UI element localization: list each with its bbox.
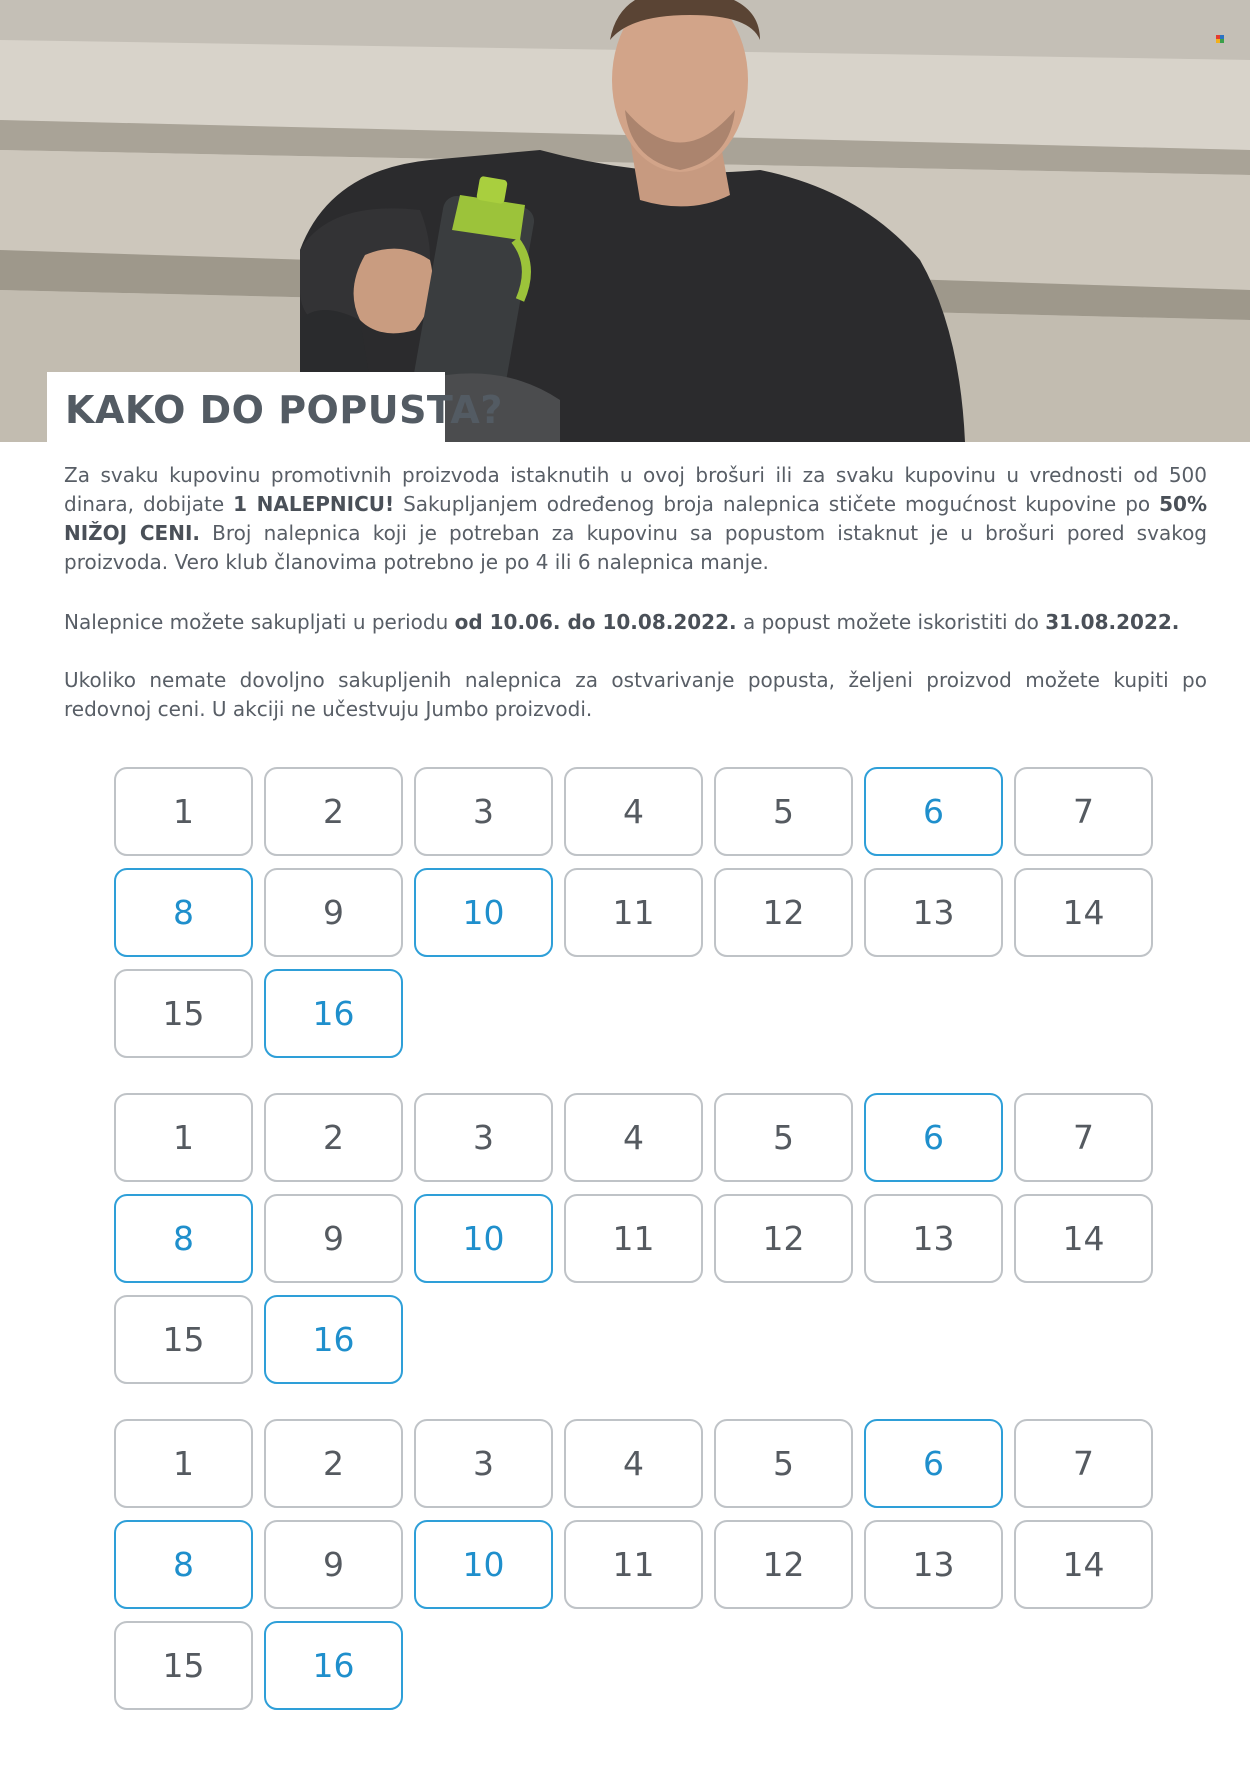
sticker-slot: 9 bbox=[264, 868, 403, 957]
sticker-slot: 2 bbox=[264, 767, 403, 856]
sticker-slot: 5 bbox=[714, 767, 853, 856]
sticker-slot: 11 bbox=[564, 868, 703, 957]
sticker-slot: 5 bbox=[714, 1093, 853, 1182]
sticker-slot: 4 bbox=[564, 767, 703, 856]
sticker-slot: 15 bbox=[114, 1621, 253, 1710]
collection-period: od 10.06. do 10.08.2022. bbox=[454, 610, 737, 634]
sticker-slot: 14 bbox=[1014, 1194, 1153, 1283]
redeem-deadline: 31.08.2022. bbox=[1045, 610, 1180, 634]
intro-text-part: Sakupljanjem određenog broja nalepnica stičete mogućnost kupovine po bbox=[394, 492, 1160, 516]
sticker-slot: 13 bbox=[864, 1520, 1003, 1609]
sticker-slot: 10 bbox=[414, 868, 553, 957]
sticker-slot: 9 bbox=[264, 1194, 403, 1283]
sticker-slot: 11 bbox=[564, 1520, 703, 1609]
sticker-slot: 5 bbox=[714, 1419, 853, 1508]
sticker-slot: 11 bbox=[564, 1194, 703, 1283]
sticker-slot: 7 bbox=[1014, 1419, 1153, 1508]
sticker-slot: 12 bbox=[714, 868, 853, 957]
period-text-part: a popust možete iskoristiti do bbox=[736, 610, 1046, 634]
sticker-slot: 16 bbox=[264, 1295, 403, 1384]
sticker-slot: 7 bbox=[1014, 767, 1153, 856]
sticker-slot: 15 bbox=[114, 969, 253, 1058]
title-box bbox=[47, 372, 503, 442]
sticker-slot: 3 bbox=[414, 1419, 553, 1508]
sticker-slot: 4 bbox=[564, 1419, 703, 1508]
sticker-slot: 4 bbox=[564, 1093, 703, 1182]
intro-text-part: Za svaku kupovinu promotivnih proizvoda istaknutih u ovoj brošuri ili za svaku kupovinu u vrednosti od 500 dinara, dobijate bbox=[64, 463, 1207, 516]
sticker-slot: 1 bbox=[114, 1093, 253, 1182]
sticker-slot: 3 bbox=[414, 1093, 553, 1182]
sticker-slot: 9 bbox=[264, 1520, 403, 1609]
sticker-slot: 2 bbox=[264, 1093, 403, 1182]
period-text-part: Nalepnice možete sakupljati u periodu bbox=[64, 610, 455, 634]
sticker-slot: 12 bbox=[714, 1194, 853, 1283]
sticker-slot: 7 bbox=[1014, 1093, 1153, 1182]
sticker-slot: 1 bbox=[114, 767, 253, 856]
sticker-slot: 1 bbox=[114, 1419, 253, 1508]
note-paragraph bbox=[64, 666, 1207, 724]
sticker-slot: 8 bbox=[114, 1194, 253, 1283]
sticker-highlight: 1 NALEPNICU! bbox=[233, 492, 395, 516]
discount-highlight: 50% NIŽOJ CENI. bbox=[64, 492, 1207, 545]
sticker-slot: 6 bbox=[864, 1093, 1003, 1182]
sticker-slot: 16 bbox=[264, 1621, 403, 1710]
sticker-slot: 13 bbox=[864, 868, 1003, 957]
sticker-slot: 8 bbox=[114, 868, 253, 957]
period-paragraph bbox=[64, 608, 1207, 637]
sticker-slot: 13 bbox=[864, 1194, 1003, 1283]
sticker-slot: 3 bbox=[414, 767, 553, 856]
hero-photo bbox=[0, 0, 1250, 442]
sticker-slot: 10 bbox=[414, 1520, 553, 1609]
sticker-slot: 8 bbox=[114, 1520, 253, 1609]
sticker-slot: 16 bbox=[264, 969, 403, 1058]
brand-logo-icon bbox=[1216, 35, 1224, 43]
intro-paragraph bbox=[64, 461, 1207, 577]
page-title: KAKO DO POPUSTA? bbox=[65, 388, 503, 432]
sticker-slot: 12 bbox=[714, 1520, 853, 1609]
sticker-slot: 6 bbox=[864, 767, 1003, 856]
sticker-slot: 14 bbox=[1014, 1520, 1153, 1609]
sticker-slot: 15 bbox=[114, 1295, 253, 1384]
sticker-slot: 2 bbox=[264, 1419, 403, 1508]
note-text: Ukoliko nemate dovoljno sakupljenih nalepnica za ostvarivanje popusta, željeni proizvod možete kupiti po redovnoj ceni. U akciji ne učestvuju Jumbo proizvodi. bbox=[64, 668, 1207, 721]
sticker-slot: 6 bbox=[864, 1419, 1003, 1508]
intro-text-part: Broj nalepnica koji je potreban za kupovinu sa popustom istaknut je u brošuri pored svakog proizvoda. Vero klub članovima potrebno je po 4 ili 6 nalepnica manje. bbox=[64, 521, 1207, 574]
sticker-slot: 14 bbox=[1014, 868, 1153, 957]
sticker-slot: 10 bbox=[414, 1194, 553, 1283]
